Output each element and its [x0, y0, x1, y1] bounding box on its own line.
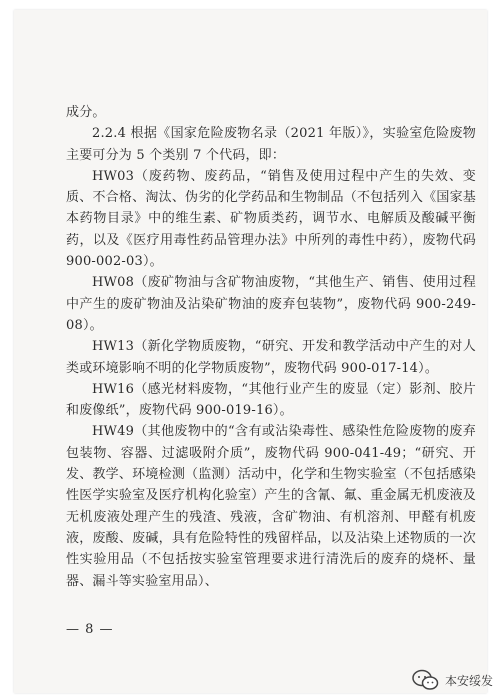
- watermark-label: 本安绥发: [444, 673, 493, 688]
- paragraph: HW16（感光材料废物，“其他行业产生的废显（定）影剂、胶片和废像纸”，废物代码 900-019-16）。: [66, 381, 476, 419]
- paragraph: HW03（废药物、废药品，“销售及使用过程中产生的失效、变质、不合格、淘汰、伪劣的化学药品和生物制品（不包括列入《国家基本药物目录》中的维生素、矿物质类药，调节水、电解质及酸碱平衡药，以及《医疗用毒性药品管理办法》中所列的毒性中药），废物代码 900-002-03）。: [66, 168, 476, 270]
- paragraph: 2.2.4 根据《国家危险废物名录（2021 年版）》，实验室危险废物主要可分为 5 个类别 7 个代码，即：: [66, 126, 476, 163]
- paragraph: HW13（新化学物质废物，“研究、开发和教学活动中产生的对人类或环境影响不明的化学物质废物”，废物代码 900-017-14）。: [66, 339, 476, 376]
- paragraph: 成分。: [66, 105, 106, 120]
- document-page: [14, 10, 487, 693]
- wechat-watermark: [411, 669, 493, 691]
- document-body: [66, 102, 476, 592]
- page-number: — 8 —: [66, 622, 114, 637]
- paragraph: HW49（其他废物中的“含有或沾染毒性、感染性危险废物的废弃包装物、容器、过滤吸附介质”，废物代码 900-041-49；“研究、开发、教学、环境检测（监测）活动中，化学和生物实验室（不包括感染性医学实验室及医疗机构化验室）产生的含氰、氟、重金属无机废液及无机废液处理产生的残渣、残液，含矿物油、有机溶剂、甲醛有机废液，废酸、废碱，具有危险特性的残留样品，以及沾染上述物质的一次性实验用品（不包括按实验室管理要求进行清洗后的废弃的烧杯、量器、漏斗等实验室用品）、: [66, 424, 476, 589]
- paragraph: HW08（废矿物油与含矿物油废物，“其他生产、销售、使用过程中产生的废矿物油及沾染矿物油的废弃包装物”，废物代码 900-249-08）。: [66, 275, 476, 333]
- wechat-icon: [411, 669, 439, 691]
